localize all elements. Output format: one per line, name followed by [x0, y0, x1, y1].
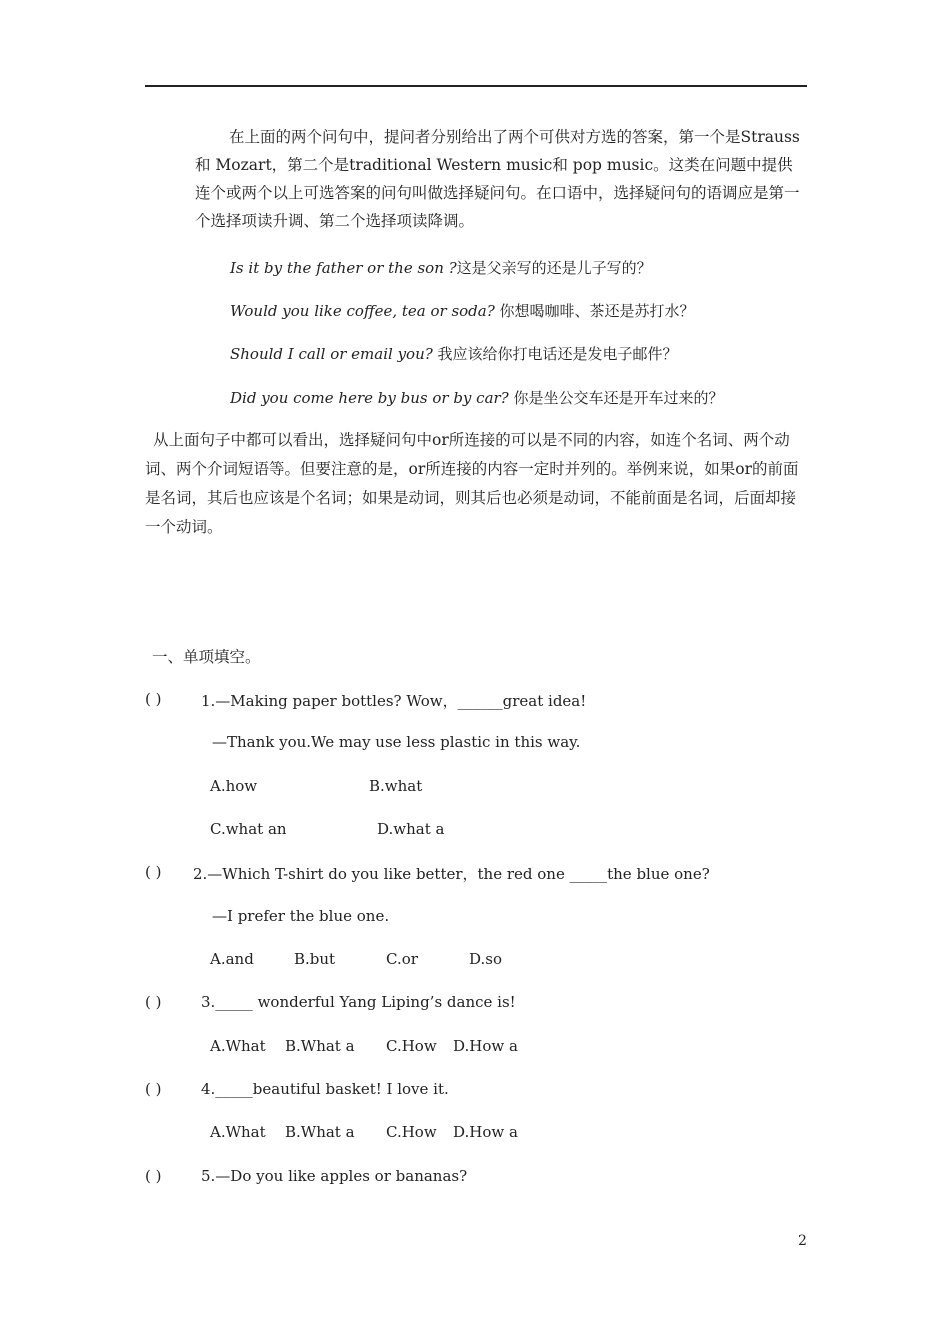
example-3: Should I call or email you? 我应该给你打电话还是发电子邮件？	[230, 345, 678, 363]
question-1-reply: —Thank you.We may use less plastic in this way.	[212, 733, 581, 751]
answer-bracket-3[interactable]: ( )	[145, 993, 162, 1011]
question-2-option-d: D.so	[469, 950, 502, 968]
question-1-option-b: B.what	[369, 777, 423, 795]
question-1-option-d: D.what a	[377, 820, 445, 838]
answer-bracket-5[interactable]: ( )	[145, 1167, 162, 1185]
example-4: Did you come here by bus or by car? 你是坐公交车还是开车过来的？	[230, 389, 724, 407]
question-2-option-b: B.but	[294, 950, 336, 968]
page-number: 2	[798, 1233, 807, 1249]
explanation-paragraph: 从上面句子中都可以看出，选择疑问句中or所连接的可以是不同的内容，如连个名词、两个动词、两个介词短语等。但要注意的是，or所连接的内容一定时并列的。举例来说，如果or的前面是名词，其后也应该是个名词；如果是动词，则其后也必须是动词，不能前面是名词，后面却接一个动词。	[145, 431, 799, 536]
question-1-option-c: C.what an	[210, 820, 287, 838]
question-1-option-a: A.how	[210, 777, 258, 795]
header-rule	[145, 85, 807, 87]
question-4-option-a: A.What	[210, 1123, 266, 1141]
question-3-option-a: A.What	[210, 1037, 266, 1055]
question-5-stem: 5.—Do you like apples or bananas?	[201, 1167, 468, 1185]
question-4-option-d: D.How a	[453, 1123, 518, 1141]
question-3-stem: 3._____ wonderful Yang Liping’s dance is!	[201, 993, 516, 1011]
example-1: Is it by the father or the son ?这是父亲写的还是儿子写的？	[230, 259, 652, 277]
answer-bracket-4[interactable]: ( )	[145, 1080, 162, 1098]
question-2-option-a: A.and	[210, 950, 254, 968]
answer-bracket-2[interactable]: ( )	[145, 863, 162, 881]
intro-paragraph: 在上面的两个问句中，提问者分别给出了两个可供对方选的答案，第一个是Strauss和 Mozart，第二个是traditional Western music和 pop music。这类在问题中提供连个或两个以上可选答案的问句叫做选择疑问句。在口语中，选择疑问句的语调应是第一个选择项读升调、第二个选择项读降调。	[195, 128, 800, 230]
answer-bracket-1[interactable]: ( )	[145, 690, 162, 708]
section-title: 一、单项填空。	[152, 648, 261, 666]
question-1-stem: 1.—Making paper bottles? Wow，______great idea!	[201, 692, 587, 710]
question-4-option-c: C.How	[386, 1123, 437, 1141]
question-4-stem: 4._____beautiful basket! I love it.	[201, 1080, 449, 1098]
question-2-stem: 2.—Which T-shirt do you like better，the red one _____the blue one?	[193, 865, 710, 883]
question-2-reply: —I prefer the blue one.	[212, 907, 390, 925]
question-2-option-c: C.or	[386, 950, 418, 968]
question-3-option-d: D.How a	[453, 1037, 518, 1055]
example-2: Would you like coffee, tea or soda? 你想喝咖啡、茶还是苏打水？	[230, 302, 695, 320]
question-3-option-b: B.What a	[285, 1037, 355, 1055]
question-3-option-c: C.How	[386, 1037, 437, 1055]
question-4-option-b: B.What a	[285, 1123, 355, 1141]
